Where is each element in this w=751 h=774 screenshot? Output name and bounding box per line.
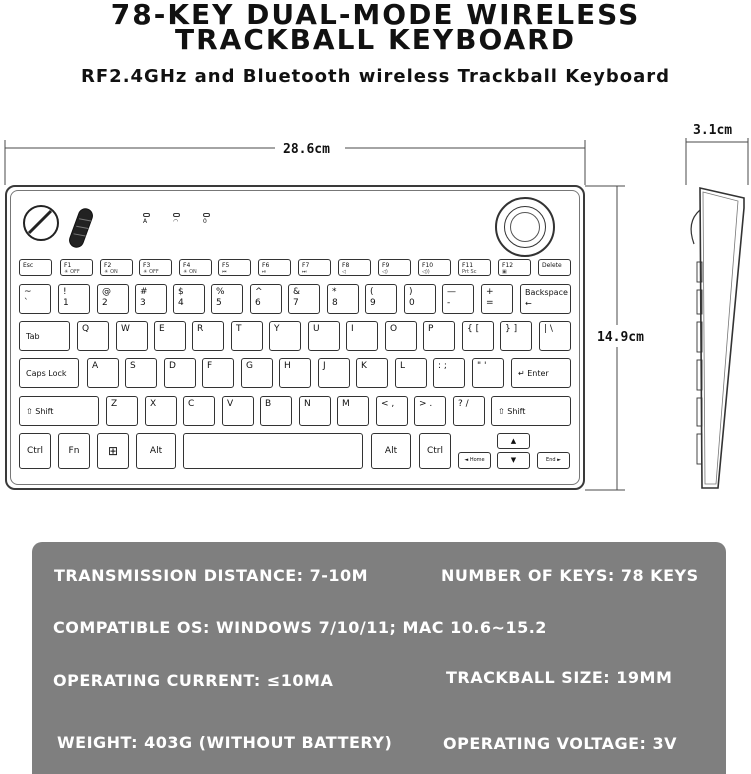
caps-indicator-light <box>143 213 150 217</box>
key-ctrl-left[interactable]: Ctrl <box>19 433 51 469</box>
key-f11[interactable]: F11 Prt Sc <box>458 259 491 276</box>
key-ctrl-right[interactable]: Ctrl <box>419 433 451 469</box>
key-backspace[interactable]: Backspace ← <box>520 284 571 314</box>
indicator-label: ◠ <box>173 218 179 225</box>
key-5[interactable]: % 5 <box>211 284 243 314</box>
key-9[interactable]: ( 9 <box>365 284 397 314</box>
key-comma[interactable]: < , <box>376 396 408 426</box>
key-7[interactable]: & 7 <box>288 284 320 314</box>
key-j[interactable]: J <box>318 358 350 388</box>
indicator-label: A <box>143 218 148 225</box>
key-t[interactable]: T <box>231 321 263 351</box>
key-f9[interactable]: F9 ◁) <box>378 259 411 276</box>
key-8[interactable]: * 8 <box>327 284 359 314</box>
subtitle: RF2.4GHz and Bluetooth wireless Trackball Keyboard <box>81 66 670 87</box>
key-arrow-left[interactable]: ◄ Home <box>458 452 491 469</box>
height-dimension-label: 14.9cm <box>597 330 644 345</box>
key-v[interactable]: V <box>222 396 254 426</box>
key-minus[interactable]: — - <box>442 284 474 314</box>
key-delete[interactable]: Delete <box>538 259 571 276</box>
key-u[interactable]: U <box>308 321 340 351</box>
key-f1[interactable]: F1 ☀ OFF <box>60 259 93 276</box>
indicator-lights <box>140 213 220 229</box>
key-e[interactable]: E <box>154 321 186 351</box>
key-enter[interactable]: ↵ Enter <box>511 358 571 388</box>
key-space[interactable] <box>183 433 363 469</box>
key-l[interactable]: L <box>395 358 427 388</box>
key-equals[interactable]: + = <box>481 284 513 314</box>
key-shift-left[interactable]: ⇧ Shift <box>19 396 99 426</box>
key-k[interactable]: K <box>356 358 388 388</box>
key-arrow-up[interactable]: ▲ <box>497 433 530 449</box>
key-f3[interactable]: F3 ☀ OFF <box>139 259 172 276</box>
spec-trackball-size: TRACKBALL SIZE: 19MM <box>446 668 673 687</box>
key-z[interactable]: Z <box>106 396 138 426</box>
key-x[interactable]: X <box>145 396 177 426</box>
key-a[interactable]: A <box>87 358 119 388</box>
key-1[interactable]: ! 1 <box>58 284 90 314</box>
key-f6[interactable]: F6 ⏯ <box>258 259 291 276</box>
spec-compatible-os: COMPATIBLE OS: WINDOWS 7/10/11; MAC 10.6~15.2 <box>53 618 547 637</box>
key-f12[interactable]: F12 ▣ <box>498 259 531 276</box>
key-m[interactable]: M <box>337 396 369 426</box>
scroll-wheel-icon <box>66 206 102 252</box>
specs-panel <box>32 542 726 774</box>
key-f[interactable]: F <box>202 358 234 388</box>
spec-operating-voltage: OPERATING VOLTAGE: 3V <box>443 734 678 753</box>
key-d[interactable]: D <box>164 358 196 388</box>
key-s[interactable]: S <box>125 358 157 388</box>
key-g[interactable]: G <box>241 358 273 388</box>
key-f7[interactable]: F7 ⏭ <box>298 259 331 276</box>
indicator-label: 0 <box>203 218 207 225</box>
key-h[interactable]: H <box>279 358 311 388</box>
key-q[interactable]: Q <box>77 321 109 351</box>
key-b[interactable]: B <box>260 396 292 426</box>
key-alt-left[interactable]: Alt <box>136 433 176 469</box>
key-tab[interactable]: Tab <box>19 321 70 351</box>
key-w[interactable]: W <box>116 321 148 351</box>
width-dimension-label: 28.6cm <box>283 142 330 157</box>
key-i[interactable]: I <box>346 321 378 351</box>
key-3[interactable]: # 3 <box>135 284 167 314</box>
key-p[interactable]: P <box>423 321 455 351</box>
key-fn[interactable]: Fn <box>58 433 90 469</box>
key-2[interactable]: @ 2 <box>97 284 129 314</box>
key-arrow-right[interactable]: End ► <box>537 452 570 469</box>
key-o[interactable]: O <box>385 321 417 351</box>
key-4[interactable]: $ 4 <box>173 284 205 314</box>
key-6[interactable]: ^ 6 <box>250 284 282 314</box>
key-y[interactable]: Y <box>269 321 301 351</box>
key-semicolon[interactable]: : ; <box>433 358 465 388</box>
key-r[interactable]: R <box>192 321 224 351</box>
battery-indicator-light <box>203 213 210 217</box>
key-f8[interactable]: F8 ◁ <box>338 259 371 276</box>
spec-transmission-distance: TRANSMISSION DISTANCE: 7-10M <box>54 566 369 585</box>
wireless-indicator-light <box>173 213 180 217</box>
key-windows[interactable]: ⊞ <box>97 433 129 469</box>
key-esc[interactable]: Esc <box>19 259 52 276</box>
depth-dimension-label: 3.1cm <box>693 123 733 138</box>
key-caps-lock[interactable]: Caps Lock <box>19 358 79 388</box>
key-slash[interactable]: ? / <box>453 396 485 426</box>
spec-weight: WEIGHT: 403G (WITHOUT BATTERY) <box>57 733 393 752</box>
title-line-2: TRACKBALL KEYBOARD <box>175 23 576 56</box>
spec-number-of-keys: NUMBER OF KEYS: 78 KEYS <box>441 566 699 585</box>
power-knob-icon <box>21 203 61 243</box>
key-0[interactable]: ) 0 <box>404 284 436 314</box>
key-backslash[interactable]: | \ <box>539 321 571 351</box>
key-f5[interactable]: F5 ⏮ <box>218 259 251 276</box>
key-backtick[interactable]: ~ ` <box>19 284 51 314</box>
key-c[interactable]: C <box>183 396 215 426</box>
title-line-1: 78-KEY DUAL-MODE WIRELESS <box>110 0 641 31</box>
key-f4[interactable]: F4 ☀ ON <box>179 259 212 276</box>
key-arrow-down[interactable]: ▼ <box>497 452 530 469</box>
key-f10[interactable]: F10 ◁)) <box>418 259 451 276</box>
trackball-ball[interactable] <box>510 212 540 242</box>
side-profile <box>691 188 744 488</box>
key-f2[interactable]: F2 ☀ ON <box>100 259 133 276</box>
key-alt-right[interactable]: Alt <box>371 433 411 469</box>
trackball[interactable] <box>495 197 555 257</box>
key-bracket-right[interactable]: } ] <box>500 321 532 351</box>
key-bracket-left[interactable]: { [ <box>462 321 494 351</box>
key-quote[interactable]: " ' <box>472 358 504 388</box>
key-period[interactable]: > . <box>414 396 446 426</box>
spec-operating-current: OPERATING CURRENT: ≤10MA <box>53 671 334 690</box>
key-n[interactable]: N <box>299 396 331 426</box>
key-shift-right[interactable]: ⇧ Shift <box>491 396 571 426</box>
